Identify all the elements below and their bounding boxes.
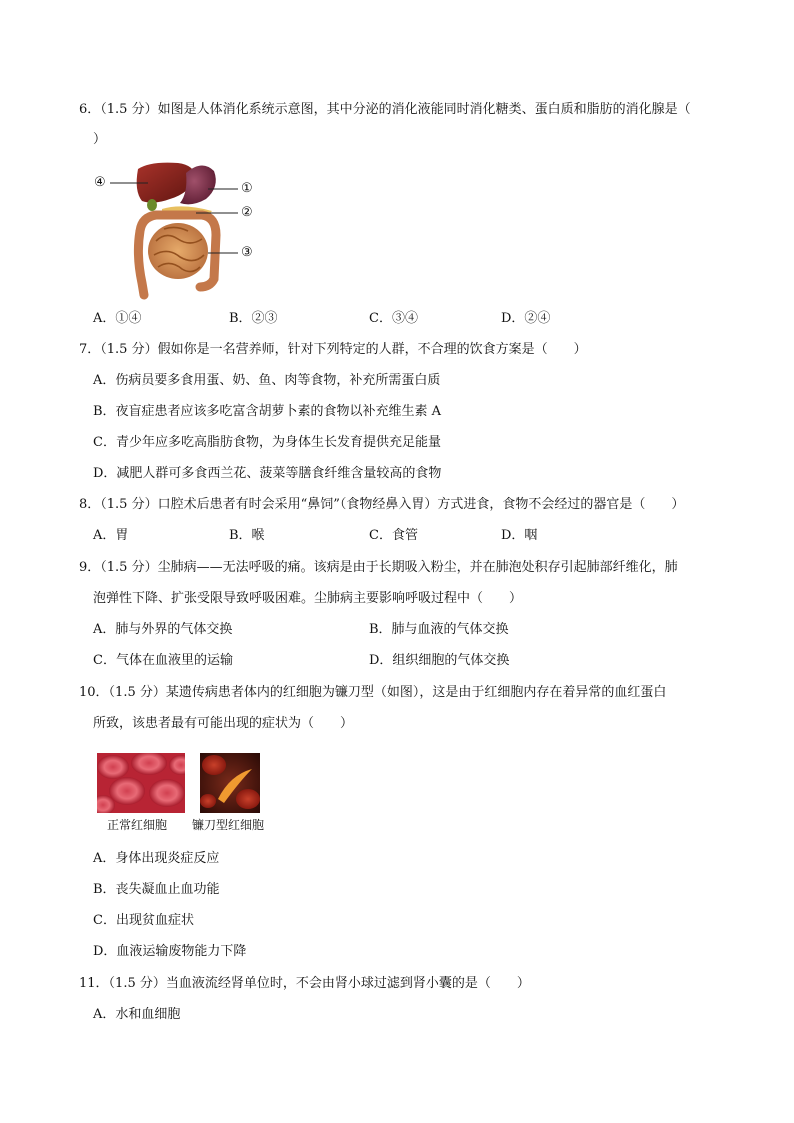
q9-option-a[interactable]: A．肺与外界的气体交换 [93, 622, 233, 637]
digestive-system-figure [90, 155, 270, 300]
q8-stem: 8．（1.5 分）口腔术后患者有时会采用“鼻饲”（食物经鼻入胃）方式进食，食物不会经过的器官是（ ） [79, 497, 685, 512]
q6-option-c[interactable]: C．③④ [369, 311, 418, 326]
gallbladder-shape [147, 199, 157, 211]
q8-option-b[interactable]: B．喉 [229, 528, 265, 543]
q7-option-d[interactable]: D．减肥人群可多食西兰花、菠菜等膳食纤维含量较高的食物 [93, 466, 442, 481]
q6-option-a[interactable]: A．①④ [93, 311, 142, 326]
q8-option-d[interactable]: D．咽 [501, 528, 538, 543]
small-intestine-shape [148, 223, 208, 279]
q7-stem: 7．（1.5 分）假如你是一名营养师，针对下列特定的人群，不合理的饮食方案是（ ） [79, 342, 587, 357]
q9-option-c[interactable]: C．气体在血液里的运输 [93, 653, 233, 668]
q9-stem: 9．（1.5 分）尘肺病——无法呼吸的痛。该病是由于长期吸入粉尘，并在肺泡处积存引起肺部纤维化，肺 [79, 560, 678, 575]
q9-option-b[interactable]: B．肺与血液的气体交换 [369, 622, 509, 637]
q6-stem: 6．（1.5 分）如图是人体消化系统示意图，其中分泌的消化液能同时消化糖类、蛋白质和脂肪的消化腺是（ [79, 102, 691, 117]
q7-option-a[interactable]: A．伤病员要多食用蛋、奶、鱼、肉等食物，补充所需蛋白质 [93, 373, 441, 388]
q10-stem: 10．（1.5 分）某遗传病患者体内的红细胞为镰刀型（如图），这是由于红细胞内存在着异常的血红蛋白 [79, 685, 667, 700]
q8-option-a[interactable]: A．胃 [93, 528, 129, 543]
label-1: ① [241, 181, 253, 196]
q6-option-b[interactable]: B．②③ [229, 311, 278, 326]
q9-stem-cont: 泡弹性下降、扩张受限导致呼吸困难。尘肺病主要影响呼吸过程中（ ） [93, 591, 523, 606]
q10-stem-cont: 所致，该患者最有可能出现的症状为（ ） [93, 716, 354, 731]
sickle-red-blood-cells-image [200, 753, 260, 813]
q8-option-c[interactable]: C．食管 [369, 528, 418, 543]
caption-sickle: 镰刀型红细胞 [192, 818, 265, 832]
q9-option-d[interactable]: D．组织细胞的气体交换 [369, 653, 510, 668]
q10-option-a[interactable]: A．身体出现炎症反应 [93, 851, 220, 866]
q11-option-a[interactable]: A．水和血细胞 [93, 1007, 181, 1022]
q10-option-d[interactable]: D．血液运输废物能力下降 [93, 944, 247, 959]
q10-option-c[interactable]: C．出现贫血症状 [93, 913, 194, 928]
label-4: ④ [94, 175, 106, 190]
q7-option-b[interactable]: B．夜盲症患者应该多吃富含胡萝卜素的食物以补充维生素 A [93, 404, 442, 419]
label-3: ③ [241, 245, 253, 260]
q11-stem: 11．（1.5 分）当血液流经肾单位时，不会由肾小球过滤到肾小囊的是（ ） [79, 976, 530, 991]
q6-stem-cont: ） [93, 132, 107, 147]
normal-red-blood-cells-image [97, 753, 185, 813]
label-2: ② [241, 205, 253, 220]
q6-option-d[interactable]: D．②④ [501, 311, 551, 326]
caption-normal: 正常红细胞 [107, 818, 168, 832]
q10-option-b[interactable]: B．丧失凝血止血功能 [93, 882, 220, 897]
q7-option-c[interactable]: C．青少年应多吃高脂肪食物，为身体生长发育提供充足能量 [93, 435, 441, 450]
